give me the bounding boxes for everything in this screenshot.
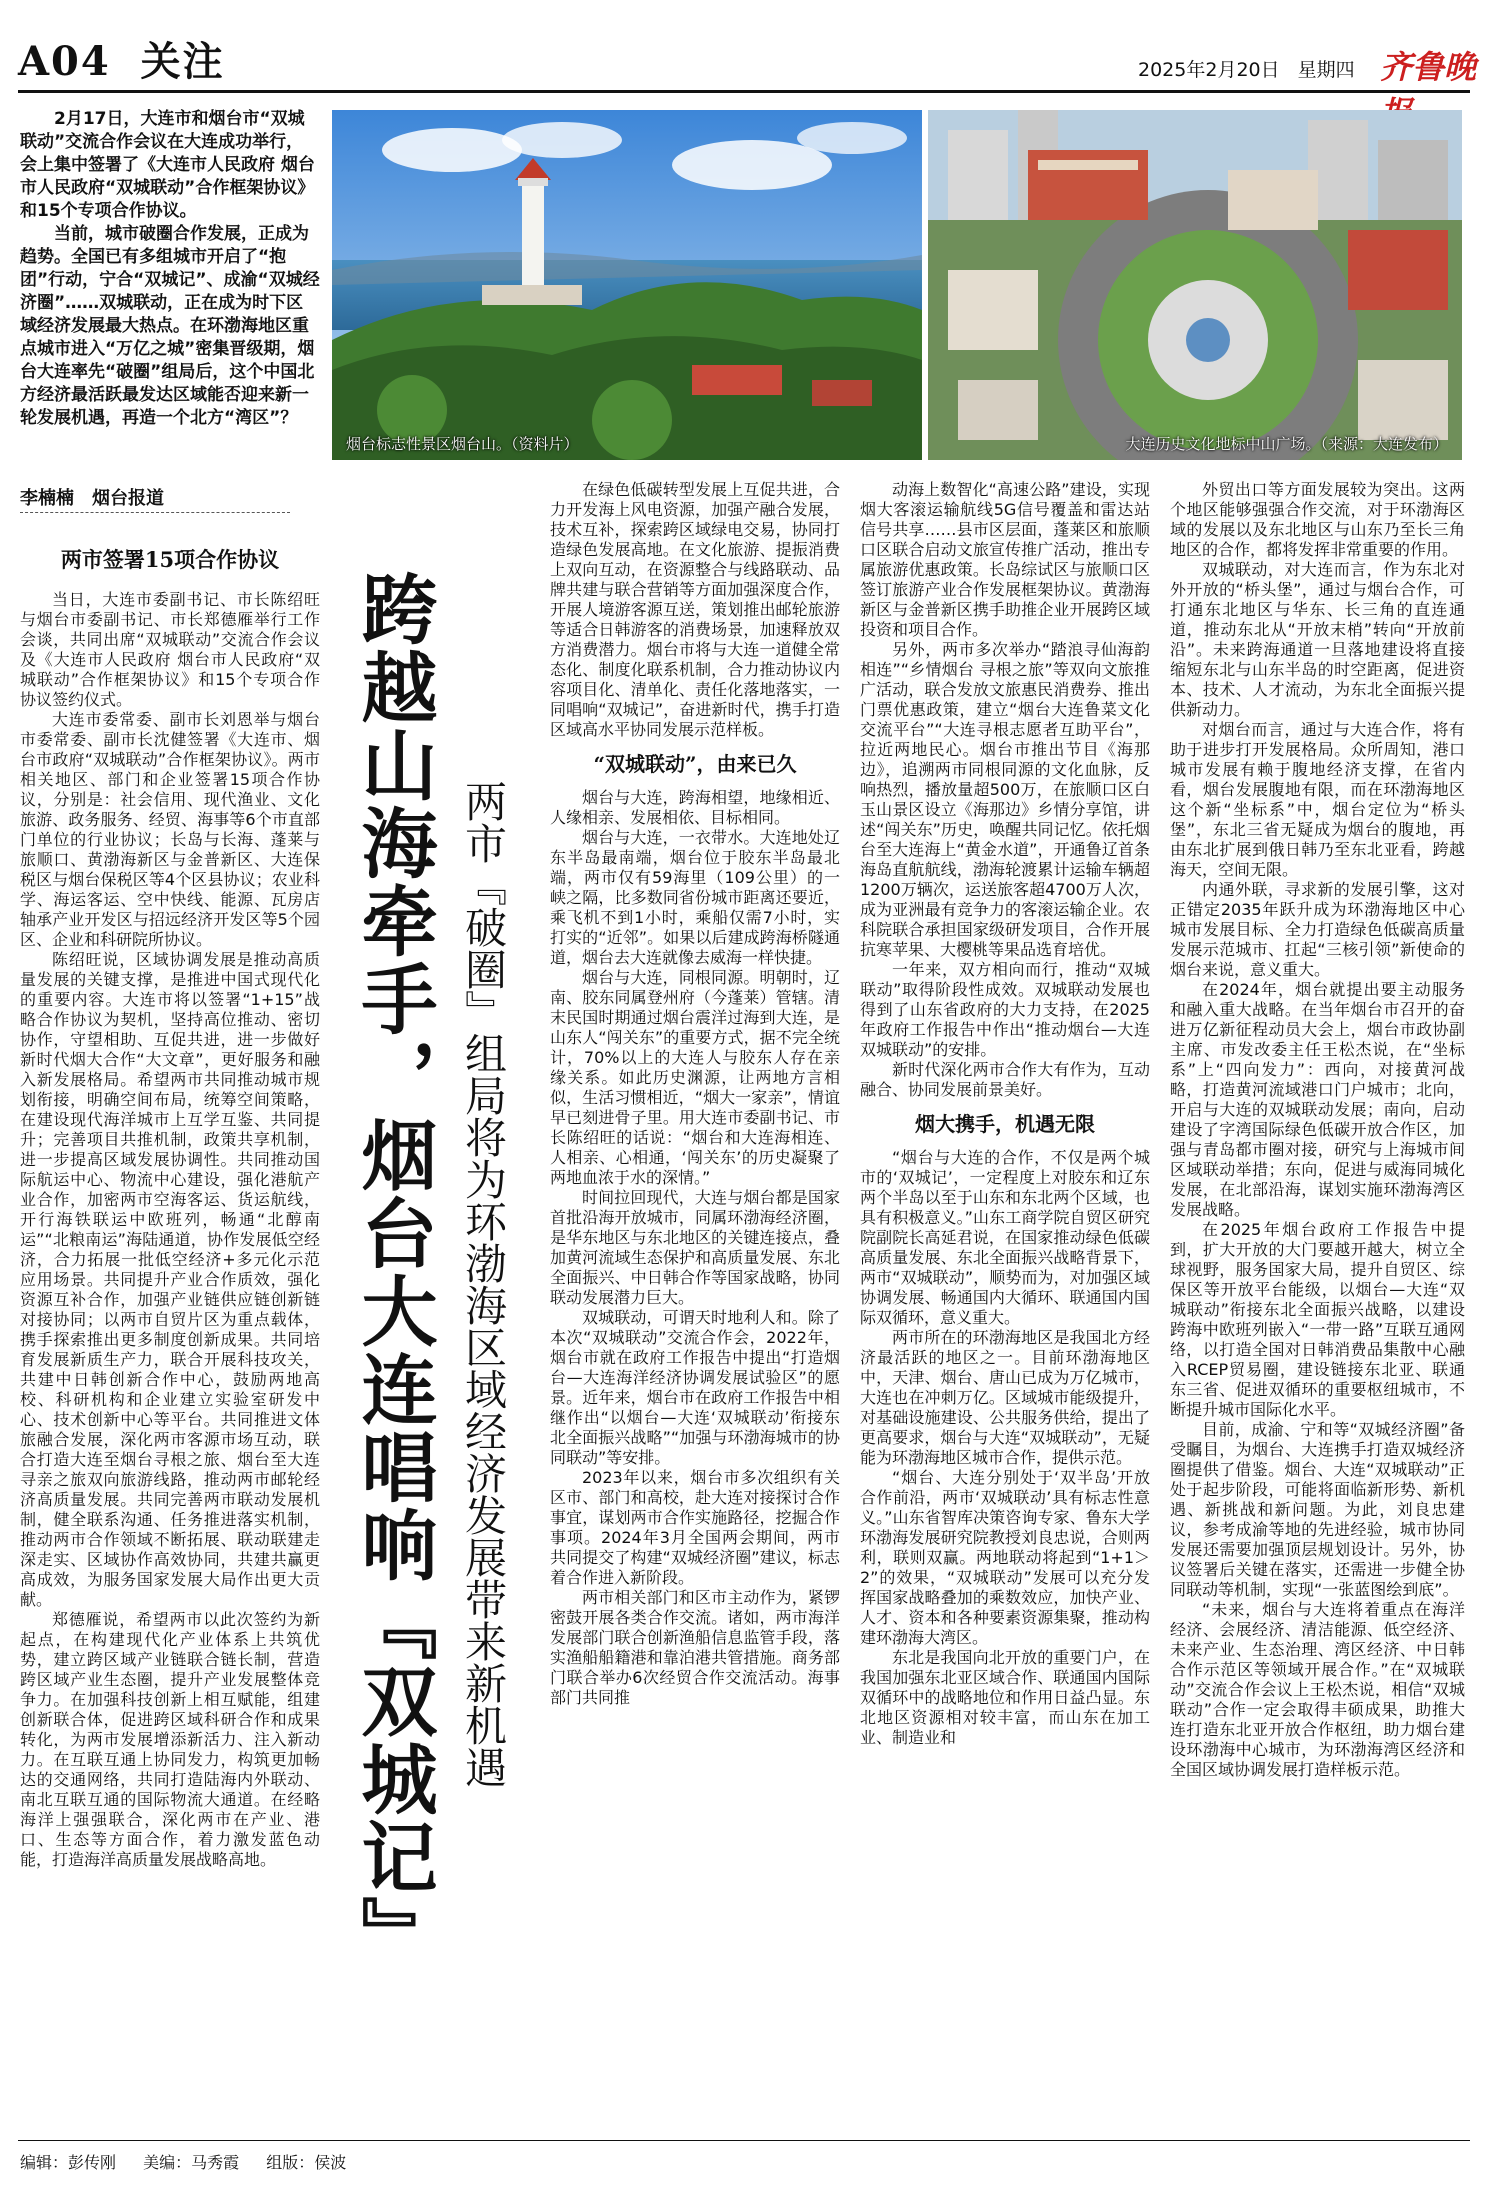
body-paragraph: “未来，烟台与大连将着重点在海洋经济、会展经济、清洁能源、低空经济、未来产业、生态治理、湾区经济、中日韩合作示范区等领域开展合作。”在“双城联动”交流合作会议上王松杰说，相信“双城联动”合作一定会取得丰硕成果，助推大连打造东北亚开放合作枢纽，助力烟台建设环渤海中心城市，为环渤海湾区经济和全国区域协调发展打造样板示范。 (1170, 1600, 1465, 1779)
right-photo-caption: 大连历史文化地标中山广场。（来源：大连发布） (1125, 435, 1448, 453)
section-title-agreements: 两市签署15项合作协议 (60, 547, 280, 572)
body-paragraph: 东北是我国向北开放的重要门户，在我国加强东北亚区域合作、联通国内国际双循环中的战略地位和作用日益凸显。东北地区资源相对较丰富，而山东在加工业、制造业和 (860, 1648, 1150, 1747)
body-paragraph: 两市所在的环渤海地区是我国北方经济最活跃的地区之一。目前环渤海地区中，天津、烟台、唐山已成为万亿城市，大连也在冲刺万亿。区域城市能级提升，对基础设施建设、公共服务供给，提出了更高要求，烟台与大连“双城联动”，无疑能为环渤海地区城市合作，提供示范。 (860, 1328, 1150, 1467)
article-column-3 (550, 480, 840, 2120)
section-title-opportunity: 烟大携手，机遇无限 (915, 1112, 1095, 1136)
zhongshan-square-photo (928, 110, 1462, 460)
editor-credit: 编辑：彭传刚 (20, 2153, 117, 2172)
page-number: A04 (18, 38, 111, 85)
body-paragraph: 内通外联，寻求新的发展引擎，这对正错定2035年跃升成为环渤海地区中心城市发展目标、全力打造绿色低碳高质量发展示范城市、扛起“三核引领”新使命的烟台来说，意义重大。 (1170, 880, 1465, 979)
body-paragraph: 大连市委常委、副市长刘恩举与烟台市委常委、副市长沈健签署《大连市、烟台市政府“双城联动”合作框架协议》。两市相关地区、部门和企业签署15项合作协议，分别是：社会信用、现代渔业、文化旅游、政务服务、经贸、海事等6个市直部门单位的行业协议；长岛与长海、蓬莱与旅顺口、黄渤海新区与金普新区、大连保税区与烟台保税区等4个区县协议；农业科学、海运客运、空中快线、能源、瓦房店轴承产业开发区与招远经济开发区等5个园区、企业和科研院所协议。 (20, 710, 320, 949)
issue-date (1138, 55, 1355, 82)
body-paragraph: 双城联动，对大连而言，作为东北对外开放的“桥头堡”，通过与烟台合作，可打通东北地区与华东、长三角的直连通道，推动东北从“开放末梢”转向“开放前沿”。未来跨海通道一旦落地建设将直接缩短东北与山东半岛的时空距离，促进资本、技术、人才流动，为东北全面振兴提供新动力。 (1170, 560, 1465, 719)
photo-illustration (332, 110, 1462, 460)
body-paragraph: 另外，两市多次举办“踏浪寻仙海韵相连”“乡情烟台 寻根之旅”等双向文旅推广活动，联合发放文旅惠民消费券、推出门票优惠政策，建立“烟台大连鲁菜文化交流平台”“大连寻根志愿者互助平台”，拉近两地民心。烟台市推出节目《海那边》，追溯两市同根同源的文化血脉，反响热烈，播放量超500万，在旅顺口区白玉山景区设立《海那边》乡情分享馆，讲述“闯关东”历史，唤醒共同记忆。依托烟台至大连海上“黄金水道”，开通鲁辽首条海岛直航航线，渤海轮渡累计运输车辆超1200万辆次，运送旅客超4700万人次，成为亚洲最有竞争力的客滚运输企业。农科院联合承担国家级研发项目，合作开展抗寒苹果、大樱桃等果品选育培优。 (860, 640, 1150, 959)
article-column-4 (860, 480, 1150, 2120)
weekday-text: 星期四 (1297, 59, 1355, 81)
body-paragraph: 2023年以来，烟台市多次组织有关区市、部门和高校，赴大连对接探讨合作事宜，谋划两市合作实施路径，挖掘合作事项。2024年3月全国两会期间，两市共同提交了构建“双城经济圈”建议，标志着合作进入新阶段。 (550, 1468, 840, 1587)
byline-divider (20, 512, 290, 513)
section-title-origin: “双城联动”，由来已久 (593, 752, 797, 776)
body-paragraph: 目前，成渝、宁和等“双城经济圈”备受瞩目，为烟台、大连携手打造双城经济圈提供了借鉴。烟台、大连“双城联动”正处于起步阶段，可能将面临新形势、新机遇、新挑战和新问题。为此，刘良忠建议，参考成渝等地的先进经验，城市协同发展还需要加强顶层规划设计。另外，协议签署后关键在落实，还需进一步健全协同联动等机制，实现“一张蓝图绘到底”。 (1170, 1420, 1465, 1599)
body-paragraph: 在2024年，烟台就提出要主动服务和融入重大战略。在当年烟台市召开的奋进万亿新征程动员大会上，烟台市政协副主席、市发改委主任王松杰说，在“坐标系”上“四向发力”：西向，对接黄河战略，打造黄河流域港口门户城市；北向，开启与大连的双城联动发展；南向，启动建设了字湾国际绿色低碳开放合作区，加强与青岛都市圈对接，研究与上海城市间区域联动举措；东向，促进与威海同城化发展，在北部沿海，谋划实施环渤海湾区发展战略。 (1170, 980, 1465, 1219)
body-paragraph: 在绿色低碳转型发展上互促共进，合力开发海上风电资源，加强产融合发展，技术互补，探索跨区域绿电交易，协同打造绿色发展高地。在文化旅游、提振消费上双向互动，在资源整合与线路联动、品牌共建与联合营销等方面加强深度合作，开展人境游客源互送，策划推出邮轮旅游等适合日韩游客的消费场景，加速释放双方消费潜力。烟台市将与大连一道健全常态化、制度化联系机制，合力推动协议内容项目化、清单化、责任化落地落实，一同唱响“双城记”，奋进新时代，携手打造区域高水平协同发展示范样板。 (550, 480, 840, 739)
article-column-5 (1170, 480, 1465, 2120)
layout-credit: 组版：侯波 (266, 2153, 347, 2172)
body-paragraph: 烟台与大连，一衣带水。大连地处辽东半岛最南端，烟台位于胶东半岛最北端，两市仅有59海里（109公里）的一峡之隔，比多数同省份城市距离还要近，乘飞机不到1小时，乘船仅需7小时，实打实的“近邻”。如果以后建成跨海桥隧通道，烟台去大连就像去威海一样快捷。 (550, 828, 840, 967)
yantai-hill-photo (332, 110, 922, 460)
header-divider (18, 90, 1470, 93)
page-header (18, 30, 225, 87)
art-credit: 美编：马秀霞 (143, 2153, 240, 2172)
body-paragraph: 郑德雁说，希望两市以此次签约为新起点，在构建现代化产业体系上共筑优势，建立跨区域产业链联合链长制，营造跨区域产业生态圈，提升产业发展整体竞争力。在加强科技创新上相互赋能，组建创新联合体，促进跨区域科研合作和成果转化，为两市发展增添新活力、注入新动力。在互联互通上协同发力，构筑更加畅达的交通网络，共同打造陆海内外联动、南北互联互通的国际物流大通道。在经略海洋上强强联合，深化两市在产业、港口、生态等方面合作，着力激发蓝色动能，打造海洋高质量发展战略高地。 (20, 1610, 320, 1869)
body-paragraph: 当日，大连市委副书记、市长陈绍旺与烟台市委副书记、市长郑德雁举行工作会谈，共同出席“双城联动”交流合作会议及《大连市人民政府 烟台市人民政府“双城联动”合作框架协议》和15个专项合作协议签约仪式。 (20, 590, 320, 709)
body-paragraph: 一年来，双方相向而行，推动“双城联动”取得阶段性成效。双城联动发展也得到了山东省政府的大力支持，在2025年政府工作报告中作出“推动烟台—大连双城联动”的安排。 (860, 960, 1150, 1059)
footer-divider (18, 2140, 1470, 2141)
body-paragraph: 新时代深化两市合作大有作为，互动融合、协同发展前景美好。 (860, 1060, 1150, 1099)
body-paragraph: 双城联动，可谓天时地利人和。除了本次“双城联动”交流合作会，2022年，烟台市就在政府工作报告中提出“打造烟台—大连海洋经济协调发展试验区”的愿景。近年来，烟台市在政府工作报告中相继作出“以烟台—大连‘双城联动’衔接东北全面振兴战略”“加强与环渤海城市的协同联动”等安排。 (550, 1308, 840, 1467)
body-paragraph: 烟台与大连，跨海相望，地缘相近、人缘相亲、发展相依、目标相同。 (550, 788, 840, 827)
left-photo-caption: 烟台标志性景区烟台山。（资料片） (346, 435, 579, 453)
article-column-1 (20, 590, 320, 2120)
body-paragraph: 时间拉回现代，大连与烟台都是国家首批沿海开放城市，同属环渤海经济圈，是华东地区与东北地区的关键连接点，叠加黄河流域生态保护和高质量发展、东北全面振兴、中日韩合作等国家战略，协同联动发展潜力巨大。 (550, 1188, 840, 1307)
section-name: 关注 (140, 38, 225, 85)
body-paragraph: 外贸出口等方面发展较为突出。这两个地区能够强强合作交流，对于环渤海区域的发展以及东北地区与山东乃至长三角地区的合作，都将发挥非常重要的作用。 (1170, 480, 1465, 559)
newspaper-logo: 齐鲁晚 (1380, 48, 1477, 86)
body-paragraph: 两市相关部门和区市主动作为，紧锣密鼓开展各类合作交流。诸如，两市海洋发展部门联合创新渔船信息监管手段，落实渔船船籍港和靠泊港共管措施。商务部门联合举办6次经贸合作交流活动。海事部门共同推 (550, 1588, 840, 1707)
page-footer (20, 2150, 368, 2173)
lead-intro (20, 108, 320, 430)
lead-paragraph: 2月17日，大连市和烟台市“双城联动”交流合作会议在大连成功举行，会上集中签署了《大连市人民政府 烟台市人民政府“双城联动”合作框架协议》和15个专项合作协议。 (20, 109, 315, 221)
body-paragraph: 动海上数智化“高速公路”建设，实现烟大客滚运输航线5G信号覆盖和雷达站信号共享……县市区层面，蓬莱区和旅顺口区联合启动文旅宣传推广活动，推出专属旅游优惠政策。长岛综试区与旅顺口区签订旅游产业合作发展框架协议。黄渤海新区与金普新区携手助推企业开展跨区域投资和项目合作。 (860, 480, 1150, 639)
body-paragraph: 在2025年烟台政府工作报告中提到，扩大开放的大门要越开越大，树立全球视野，服务国家大局，提升自贸区、综保区等开放平台能级，以烟台—大连“双城联动”衔接东北全面振兴战略，以建设跨海中欧班列嵌入“一带一路”互联互通网络，以打造全国对日韩消费品集散中心融入RCEP贸易圈，建设链接东北亚、联通东三省、促进双循环的重要枢纽城市，不断提升城市国际化水平。 (1170, 1220, 1465, 1419)
date-text: 2025年2月20日 (1138, 59, 1280, 81)
body-paragraph: “烟台与大连的合作，不仅是两个城市的‘双城记’，一定程度上对胶东和辽东两个半岛以至于山东和东北两个区域，也具有积极意义。”山东工商学院自贸区研究院副院长高延君说，在国家推动绿色低碳高质量发展、东北全面振兴战略背景下，两市“双城联动”，顺势而为，对加强区域协调发展、畅通国内大循环、联通国内国际双循环，意义重大。 (860, 1148, 1150, 1327)
body-paragraph: 陈绍旺说，区域协调发展是推动高质量发展的关键支撑，是推进中国式现代化的重要内容。大连市将以签署“1+15”战略合作协议为契机，坚持高位推动、密切协作，守望相助、互促共进，进一步做好新时代烟大合作“大文章”，更好服务和融入新发展格局。希望两市共同推动城市规划衔接，明确空间布局，统筹空间策略，在建设现代海洋城市上互学互鉴、共同提升；完善项目共推机制，政策共享机制，进一步提高区域发展协调性。共同推动国际航运中心、物流中心建设，强化港航产业合作，加密两市空海客运、货运航线，开行海铁联运中欧班列，畅通“北醇南运”“北粮南运”海陆通道，协作发展低空经济，合力拓展一批低空经济+多元化示范应用场景。共同提升产业合作质效，强化资源互补合作，加强产业链供应链创新链对接协同；以两市自贸片区为重点载体，携手探索推出更多制度创新成果。共同培育发展新质生产力，联合开展科技攻关，共建中日韩创新合作中心，鼓励两地高校、科研机构和企业建立实验室研发中心、技术创新中心等平台。共同推进文体旅融合发展，深化两市客源市场互动，联合打造大连至烟台寻根之旅、烟台至大连寻亲之旅双向旅游线路，推动两市邮轮经济高质量发展。共同完善两市联动发展机制，健全联系沟通、任务推进落实机制，推动两市合作领域不断拓展、联动联建走深走实、区域协作高效协同，共建共赢更高成效，为服务国家发展大局作出更大贡献。 (20, 950, 320, 1609)
lead-paragraph: 当前，城市破圈合作发展，正成为趋势。全国已有多组城市开启了“抱团”行动，宁合“双城记”、成渝“双城经济圈”……双城联动，正在成为时下区域经济发展最大热点。在环渤海地区重点城市进入“万亿之城”密集晋级期，烟台大连率先“破圈”组局后，这个中国北方经济最活跃最发达区域能否迎来新一轮发展机遇，再造一个北方“湾区”？ (20, 224, 320, 428)
photo-strip (332, 110, 1462, 460)
byline: 李楠楠 烟台报道 (20, 488, 164, 509)
body-paragraph: “烟台、大连分别处于‘双半岛’开放合作前沿，两市‘双城联动’具有标志性意义。”山东省智库决策咨询专家、鲁东大学环渤海发展研究院教授刘良忠说，合则两利，联则双赢。两地联动将起到“1+1＞2”的效果，“双城联动”发展可以充分发挥国家战略叠加的乘数效应，加快产业、人才、资本和各种要素资源集聚，推动构建环渤海大湾区。 (860, 1468, 1150, 1647)
body-paragraph: 对烟台而言，通过与大连合作，将有助于进步打开发展格局。众所周知，港口城市发展有赖于腹地经济支撑，在省内看，烟台发展腹地有限，而在环渤海地区这个新“坐标系”中，烟台定位为“桥头堡”，东北三省无疑成为烟台的腹地，再由东北扩展到俄日韩乃至东北亚看，跨越海天，空间无限。 (1170, 720, 1465, 879)
main-headline: 跨越山海牵手，烟台大连唱响『双城记』 (349, 570, 438, 1974)
sub-headline: 两市『破圈』组局将为环渤海区域经济发展带来新机遇 (459, 780, 508, 1788)
body-paragraph: 烟台与大连，同根同源。明朝时，辽南、胶东同属登州府（今蓬莱）管辖。清末民国时期通过烟台震洋过海到大连，是山东人“闯关东”的重要方式，据不完全统计，70%以上的大连人与胶东人存在亲缘关系。如此历史渊源，让两地方言相似，生活习惯相近，“烟大一家亲”，情谊早已刻进骨子里。用大连市委副书记、市长陈绍旺的话说：“烟台和大连海相连、人相亲、心相通，‘闯关东’的历史凝聚了两地血浓于水的深情。” (550, 968, 840, 1187)
